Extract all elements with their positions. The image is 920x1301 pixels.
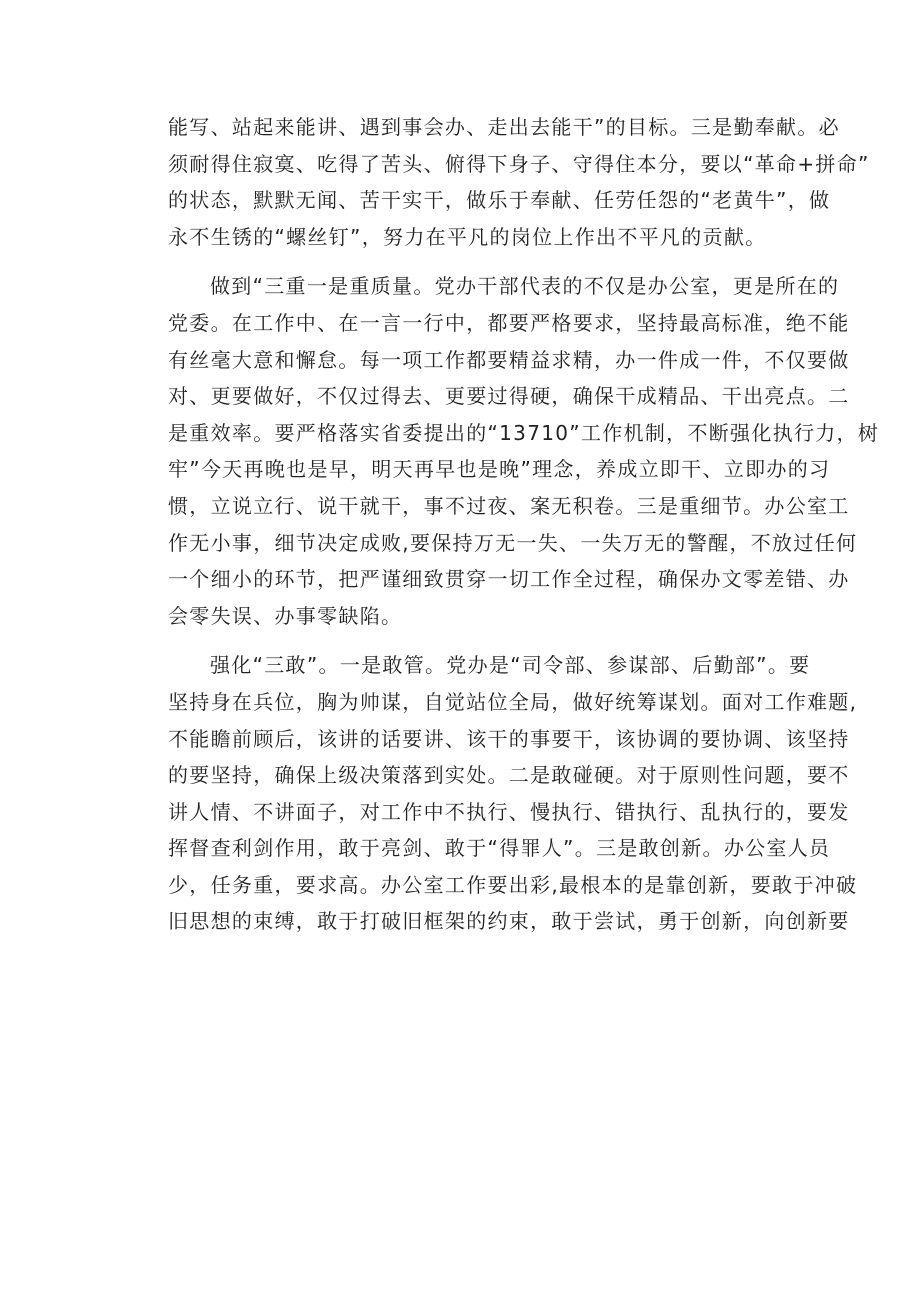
text-line: 坚持身在兵位，胸为帅谋，自觉站位全局，做好统筹谋划。面对工作难题, bbox=[168, 689, 858, 714]
text-line: 的要坚持，确保上级决策落到实处。二是敢碰硬。对于原则性问题，要不 bbox=[168, 763, 850, 788]
text-line: 党委。在工作中、在一言一行中，都要严格要求，坚持最高标准，绝不能 bbox=[168, 310, 850, 335]
text-line: 讲人情、不讲面子，对工作中不执行、慢执行、错执行、乱执行的，要发 bbox=[168, 799, 850, 824]
paragraph-1 bbox=[168, 109, 870, 255]
text-line: 不能瞻前顾后，该讲的话要讲、该干的事要干，该协调的要协调、该坚持 bbox=[168, 726, 850, 751]
paragraph-2 bbox=[168, 268, 880, 634]
text-line: 挥督查利剑作用，敢于亮剑、敢于“得罪人”。三是敢创新。办公室人员 bbox=[168, 836, 831, 861]
text-line: 牢”今天再晚也是早，明天再早也是晚”理念，养成立即干、立即办的习 bbox=[168, 457, 831, 482]
text-line: 作无小事，细节决定成败,要保持万无一失、一失万无的警醒，不放过任何 bbox=[168, 530, 858, 555]
text-line: 一个细小的环节，把严谨细致贯穿一切工作全过程，确保办文零差错、办 bbox=[168, 567, 850, 592]
paragraph-3 bbox=[168, 647, 858, 940]
text-line: 永不生锈的“螺丝钉”，努力在平凡的岗位上作出不平凡的贡献。 bbox=[168, 224, 767, 249]
text-line: 做到“三重一是重质量。党办干部代表的不仅是办公室，更是所在的 bbox=[210, 274, 840, 299]
text-line: 强化“三敢”。一是敢管。党办是“司令部、参谋部、后勤部”。要 bbox=[210, 653, 811, 678]
text-line: 须耐得住寂寞、吃得了苦头、俯得下身子、守得住本分，要以“革命+拼命” bbox=[168, 151, 870, 176]
text-line: 是重效率。要严格落实省委提出的“13710”工作机制，不断强化执行力，树 bbox=[168, 420, 880, 445]
text-line: 旧思想的束缚，敢于打破旧框架的约束，敢于尝试，勇于创新，向创新要 bbox=[168, 909, 850, 934]
text-line: 惯，立说立行、说干就干，事不过夜、案无积卷。三是重细节。办公室工 bbox=[168, 493, 850, 518]
text-line: 能写、站起来能讲、遇到事会办、走出去能干”的目标。三是勤奉献。必 bbox=[168, 115, 840, 139]
text-line: 有丝毫大意和懈怠。每一项工作都要精益求精，办一件成一件，不仅要做 bbox=[168, 347, 850, 372]
text-line: 的状态，默默无闻、苦干实干，做乐于奉献、任劳任怨的“老黄牛”，做 bbox=[168, 188, 831, 213]
text-line: 少，任务重，要求高。办公室工作要出彩,最根本的是靠创新，要敢于冲破 bbox=[168, 872, 858, 897]
text-line: 会零失误、办事零缺陷。 bbox=[168, 603, 403, 628]
document-body bbox=[168, 109, 880, 953]
text-line: 对、更要做好，不仅过得去、更要过得硬，确保干成精品、干出亮点。二 bbox=[168, 384, 850, 409]
